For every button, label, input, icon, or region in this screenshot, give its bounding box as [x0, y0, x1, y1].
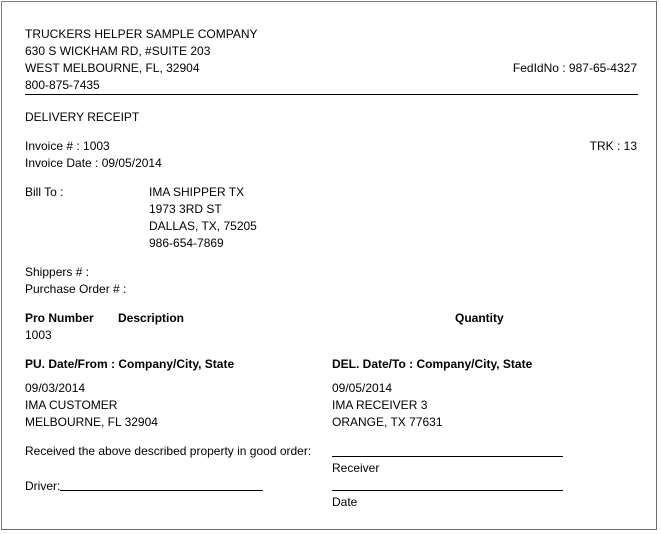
header-divider — [25, 94, 638, 95]
date-signature-line — [332, 490, 563, 491]
bill-to-line: IMA SHIPPER TX — [149, 185, 245, 199]
truck-number: TRK : 13 — [589, 139, 637, 153]
bill-to-label: Bill To : — [25, 185, 64, 199]
description-header: Description — [118, 311, 185, 325]
pickup-line: IMA CUSTOMER — [25, 398, 118, 412]
invoice-number: Invoice # : 1003 — [25, 139, 110, 153]
delivery-line: IMA RECEIVER 3 — [332, 398, 428, 412]
driver-signature-line — [60, 490, 263, 491]
company-city-state-zip: WEST MELBOURNE, FL, 32904 — [25, 61, 200, 75]
invoice-date: Invoice Date : 09/05/2014 — [25, 156, 162, 170]
pickup-line: MELBOURNE, FL 32904 — [25, 415, 158, 429]
delivery-heading: DEL. Date/To : Company/City, State — [332, 357, 533, 371]
pickup-heading: PU. Date/From : Company/City, State — [25, 357, 235, 371]
pro-number-header: Pro Number — [25, 311, 94, 325]
driver-label: Driver: — [25, 479, 61, 493]
date-label: Date — [332, 495, 358, 509]
fed-id: FedIdNo : 987-65-4327 — [512, 61, 637, 75]
company-address: 630 S WICKHAM RD, #SUITE 203 — [25, 44, 211, 58]
company-phone: 800-875-7435 — [25, 78, 100, 92]
bill-to-line: 1973 3RD ST — [149, 202, 222, 216]
company-name: TRUCKERS HELPER SAMPLE COMPANY — [25, 27, 258, 41]
document-title: DELIVERY RECEIPT — [25, 110, 140, 124]
receiver-label: Receiver — [332, 461, 380, 475]
pro-number-cell: 1003 — [25, 328, 52, 342]
purchase-order-label: Purchase Order # : — [25, 282, 127, 296]
quantity-header: Quantity — [455, 311, 504, 325]
received-statement: Received the above described property in good order: — [25, 444, 312, 458]
pickup-line: 09/03/2014 — [25, 381, 86, 395]
bill-to-line: 986-654-7869 — [149, 236, 224, 250]
delivery-line: ORANGE, TX 77631 — [332, 415, 443, 429]
receiver-signature-line — [332, 456, 563, 457]
bill-to-line: DALLAS, TX, 75205 — [149, 219, 257, 233]
delivery-line: 09/05/2014 — [332, 381, 393, 395]
shippers-number-label: Shippers # : — [25, 265, 90, 279]
